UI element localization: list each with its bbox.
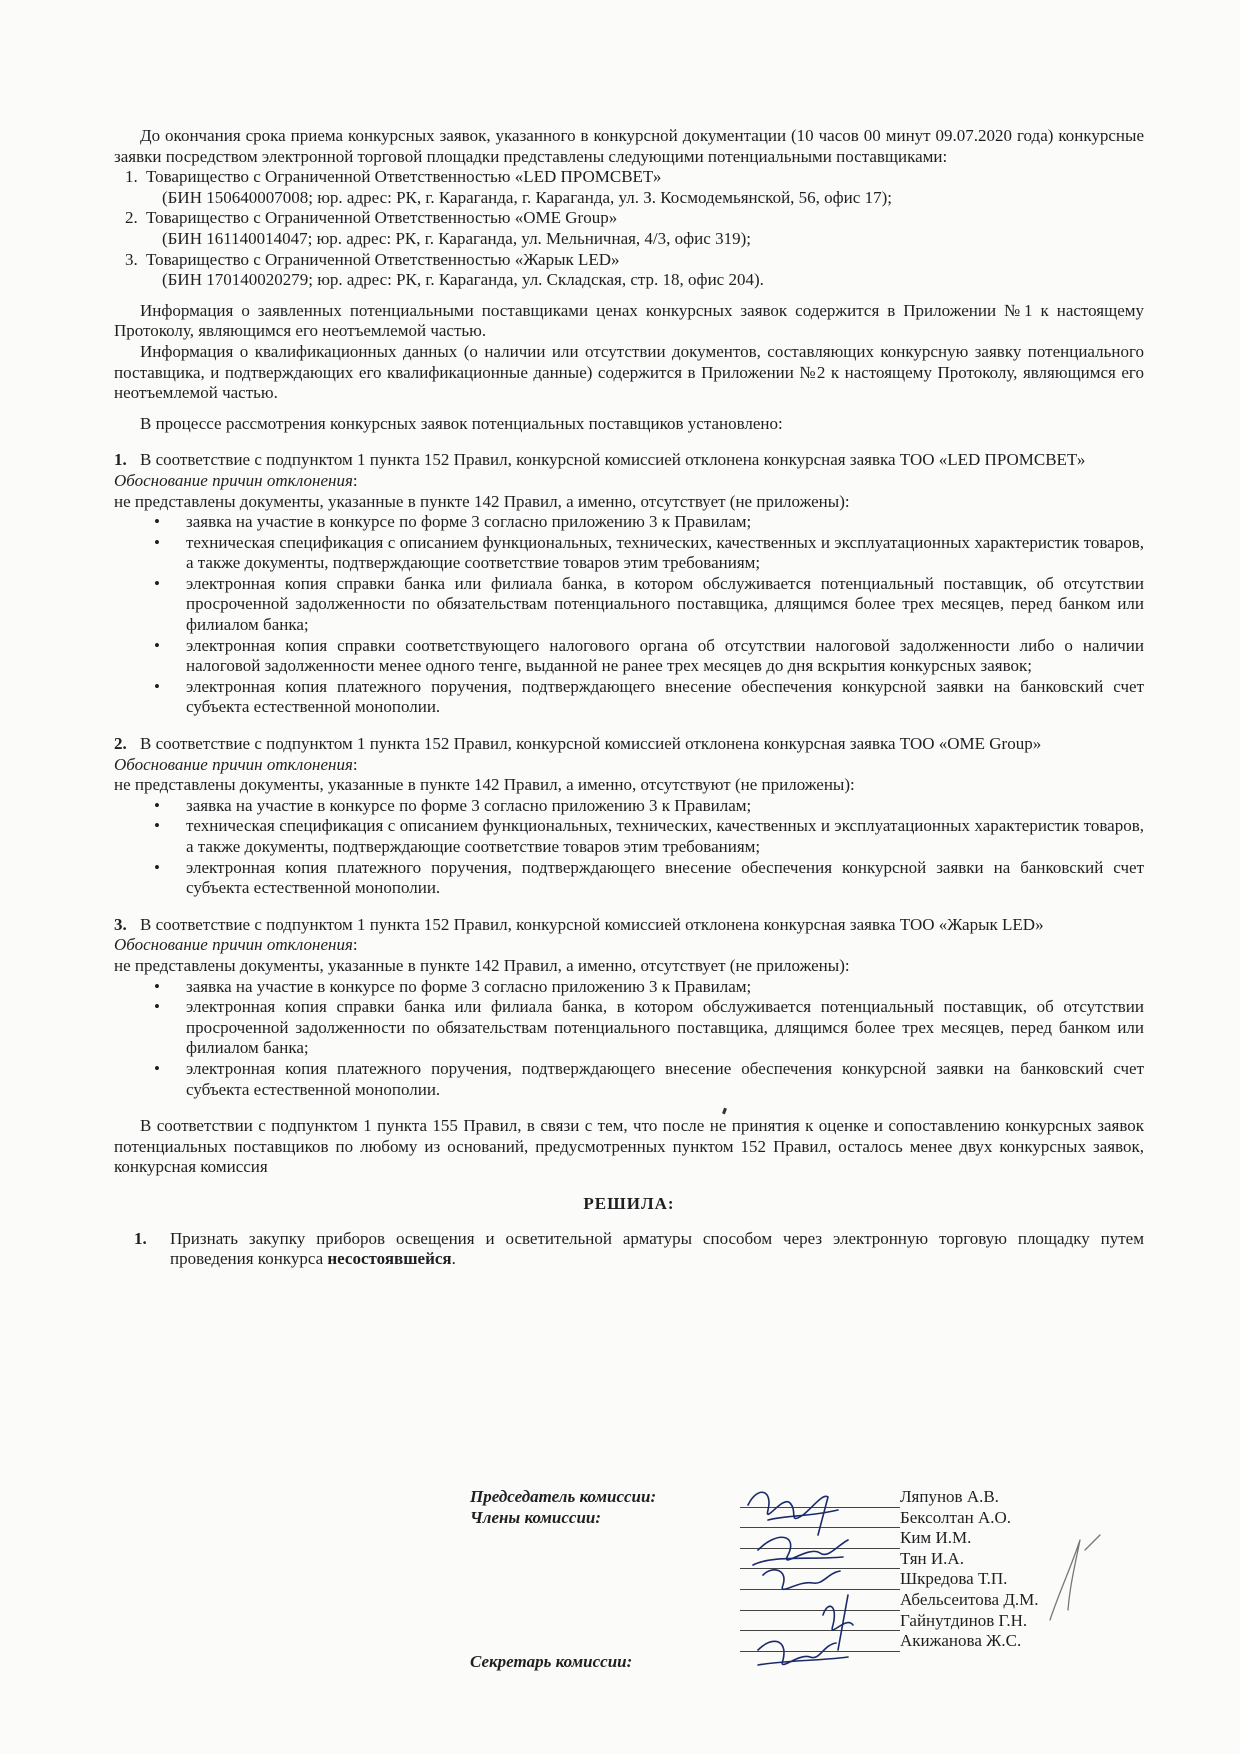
- supplier-list: [114, 167, 1144, 291]
- chair-label: Председатель комиссии:: [470, 1487, 657, 1506]
- member-names: [900, 1487, 1039, 1652]
- document-body: [114, 126, 1144, 1270]
- decision-number: 1.: [134, 1228, 147, 1248]
- member-name: Акижанова Ж.С.: [900, 1631, 1022, 1651]
- list-item: • электронная копия платежного поручения, подтверждающего внесение обеспечения конкурсной заявки на банковский счет субъекта естественной монополии.: [114, 858, 1144, 899]
- info-prices-paragraph: Информация о заявленных потенциальными поставщиками ценах конкурсных заявок содержится в Приложении №1 к настоящему Протоколу, являющимся его неотъемлемой частью.: [114, 300, 1144, 341]
- signature-block: [470, 1487, 1090, 1671]
- secretary-label: Секретарь комиссии:: [470, 1652, 633, 1671]
- list-item: • заявка на участие в конкурсе по форме 3 согласно приложению 3 к Правилам;: [114, 796, 1144, 817]
- section-number: 3.: [114, 914, 127, 934]
- intro-paragraph: До окончания срока приема конкурсных заявок, указанного в конкурсной документации (10 часов 00 минут 09.07.2020 года) конкурсные заявки посредством электронной торговой площадки представлены следующими потенциальными поставщиками:: [114, 126, 1144, 166]
- decision-text: Признать закупку приборов освещения и осветительной арматуры способом через электронную торговую площадку путем проведения конкурса: [170, 1228, 1144, 1269]
- decision-emphasis: несостоявшейся: [327, 1249, 452, 1269]
- missing-docs-list: [114, 796, 1144, 899]
- list-item: • электронная копия платежного поручения, подтверждающего внесение обеспечения конкурсной заявки на банковский счет субъекта естественной монополии.: [114, 677, 1144, 718]
- rejection-section: 3. В соответствие с подпунктом 1 пункта 152 Правил, конкурсной комиссией отклонена конкурсная заявка ТОО «Жарык LED» Обоснование причин отклонения: не представлены документы, указанные в пункте 142 Правил, а именно, отсутствует (не приложены): • заявка на участие в конкурсе по форме 3 согласно приложению 3 к Правилам; • электронная копия справки банка или филиала банка, в котором обслуживается потенциальный поставщик, об отсутствии просроченной задолженности по обязательствам потенциального поставщика, длящимся более трех месяцев, перед банком или филиалом банка; • электронная копия платежного поручения, подтверждающего внесение обеспечения конкурсной заявки на банковский счет субъекта естественной монополии.: [114, 915, 1144, 1100]
- section-text: В соответствие с подпунктом 1 пункта 152 Правил, конкурсной комиссией отклонена конкурсная заявка ТОО «OME Group»: [140, 734, 1042, 754]
- rejection-section: 1. В соответствие с подпунктом 1 пункта 152 Правил, конкурсной комиссией отклонена конкурсная заявка ТОО «LED ПРОМСВЕТ» Обоснование причин отклонения: не представлены документы, указанные в пункте 142 Правил, а именно, отсутствует (не приложены): • заявка на участие в конкурсе по форме 3 согласно приложению 3 к Правилам; • техническая спецификация с описанием функциональных, технических, качественных и эксплуатационных характеристик товаров, а также документы, подтверждающие соответствие товаров этим требованиям; • электронная копия справки банка или филиала банка, в котором обслуживается потенциальный поставщик, об отсутствии просроченной задолженности по обязательствам потенциального поставщика, длящимся более трех месяцев, перед банком или филиалом банка; • электронная копия справки соответствующего налогового органа об отсутствии налоговой задолженности либо о наличии налоговой задолженности менее одного тенге, выданной не ранее трех месяцев до дня вскрытия конкурсных заявок; • электронная копия платежного поручения, подтверждающего внесение обеспечения конкурсной заявки на банковский счет субъекта естественной монополии.: [114, 450, 1144, 718]
- reason-title: Обоснование причин отклонения: [114, 935, 353, 955]
- list-item: • электронная копия справки банка или филиала банка, в котором обслуживается потенциальный поставщик, об отсутствии просроченной задолженности по обязательствам потенциального поставщика, длящимся более трех месяцев, перед банком или филиалом банка;: [114, 997, 1144, 1059]
- reason-title: Обоснование причин отклонения: [114, 470, 353, 490]
- list-item: • техническая спецификация с описанием функциональных, технических, качественных и эксплуатационных характеристик товаров, а также документы, подтверждающие соответствие товаров этим требованиям;: [114, 816, 1144, 857]
- decision-item: [114, 1229, 1144, 1270]
- supplier-name: 1. Товарищество с Ограниченной Ответственностью «LED ПРОМСВЕТ»: [146, 167, 662, 187]
- list-item: • заявка на участие в конкурсе по форме 3 согласно приложению 3 к Правилам;: [114, 512, 1144, 533]
- section-text: В соответствие с подпунктом 1 пункта 152 Правил, конкурсной комиссией отклонена конкурсная заявка ТОО «LED ПРОМСВЕТ»: [140, 450, 1086, 470]
- member-name: Ляпунов А.В.: [900, 1487, 999, 1506]
- list-item: • техническая спецификация с описанием функциональных, технических, качественных и эксплуатационных характеристик товаров, а также документы, подтверждающие соответствие товаров этим требованиям;: [114, 533, 1144, 574]
- supplier-name: 2. Товарищество с Ограниченной Ответственностью «OME Group»: [146, 208, 618, 228]
- supplier-item: [142, 167, 1144, 208]
- members-label: Члены комиссии:: [470, 1508, 602, 1527]
- member-name: Бексолтан А.О.: [900, 1507, 1012, 1527]
- decided-heading: РЕШИЛА:: [583, 1193, 675, 1213]
- handwritten-signatures: [728, 1475, 908, 1675]
- member-name: Абельсеитова Д.М.: [900, 1589, 1039, 1609]
- list-item: • электронная копия справки соответствующего налогового органа об отсутствии налоговой задолженности либо о наличии налоговой задолженности менее одного тенге, выданной не ранее трех месяцев до дня вскрытия конкурсных заявок;: [114, 636, 1144, 677]
- review-intro: В процессе рассмотрения конкурсных заявок потенциальных поставщиков установлено:: [140, 413, 783, 433]
- supplier-item: [142, 208, 1144, 249]
- missing-docs-list: [114, 977, 1144, 1101]
- supplier-name: 3. Товарищество с Ограниченной Ответственностью «Жарык LED»: [146, 249, 620, 269]
- reason-intro: не представлены документы, указанные в пункте 142 Правил, а именно, отсутствует (не приложены):: [114, 955, 850, 975]
- supplier-item: [142, 250, 1144, 291]
- margin-signature: [1040, 1530, 1110, 1630]
- section-number: 2.: [114, 734, 127, 754]
- member-name: Тян И.А.: [900, 1548, 964, 1568]
- rejection-section: 2. В соответствие с подпунктом 1 пункта 152 Правил, конкурсной комиссией отклонена конкурсная заявка ТОО «OME Group» Обоснование причин отклонения: не представлены документы, указанные в пункте 142 Правил, а именно, отсутствуют (не приложены): • заявка на участие в конкурсе по форме 3 согласно приложению 3 к Правилам; • техническая спецификация с описанием функциональных, технических, качественных и эксплуатационных характеристик товаров, а также документы, подтверждающие соответствие товаров этим требованиям; • электронная копия платежного поручения, подтверждающего внесение обеспечения конкурсной заявки на банковский счет субъекта естественной монополии.: [114, 734, 1144, 899]
- section-text: В соответствие с подпунктом 1 пункта 152 Правил, конкурсной комиссией отклонена конкурсная заявка ТОО «Жарык LED»: [140, 914, 1044, 934]
- section-number: 1.: [114, 450, 127, 470]
- member-name: Ким И.М.: [900, 1528, 972, 1548]
- list-item: • заявка на участие в конкурсе по форме 3 согласно приложению 3 к Правилам;: [114, 977, 1144, 998]
- decision-end: .: [451, 1249, 456, 1269]
- reason-title: Обоснование причин отклонения: [114, 754, 353, 774]
- conclusion-paragraph: В соответствии с подпунктом 1 пункта 155 Правил, в связи с тем, что после не принятия к оценке и сопоставлению конкурсных заявок потенциальных поставщиков по любому из оснований, предусмотренных пунктом 152 Правил, осталось менее двух конкурсных заявок, конкурсная комиссия: [114, 1116, 1144, 1177]
- info-qualification-paragraph: Информация о квалификационных данных (о наличии или отсутствии документов, составляющих конкурсную заявку потенциального поставщика, и подтверждающих его квалификационные данные) содержится в Приложении №2 к настоящему Протоколу, являющимся его неотъемлемой частью.: [114, 341, 1144, 403]
- list-item: • электронная копия справки банка или филиала банка, в котором обслуживается потенциальный поставщик, об отсутствии просроченной задолженности по обязательствам потенциального поставщика, длящимся более трех месяцев, перед банком или филиалом банка;: [114, 574, 1144, 636]
- reason-intro: не представлены документы, указанные в пункте 142 Правил, а именно, отсутствует (не приложены):: [114, 491, 850, 511]
- missing-docs-list: [114, 512, 1144, 718]
- member-name: Шкредова Т.П.: [900, 1569, 1008, 1589]
- member-name: Гайнутдинов Г.Н.: [900, 1610, 1028, 1630]
- supplier-address: (БИН 170140020279; юр. адрес: РК, г. Караганда, ул. Складская, стр. 18, офис 204).: [162, 270, 764, 290]
- list-item: • электронная копия платежного поручения, подтверждающего внесение обеспечения конкурсной заявки на банковский счет субъекта естественной монополии.: [114, 1059, 1144, 1100]
- supplier-address: (БИН 150640007008; юр. адрес: РК, г. Караганда, г. Караганда, ул. З. Космодемьянской, 56, офис 17);: [162, 187, 892, 207]
- reason-intro: не представлены документы, указанные в пункте 142 Правил, а именно, отсутствуют (не приложены):: [114, 775, 855, 795]
- supplier-address: (БИН 161140014047; юр. адрес: РК, г. Караганда, ул. Мельничная, 4/3, офис 319);: [162, 228, 751, 248]
